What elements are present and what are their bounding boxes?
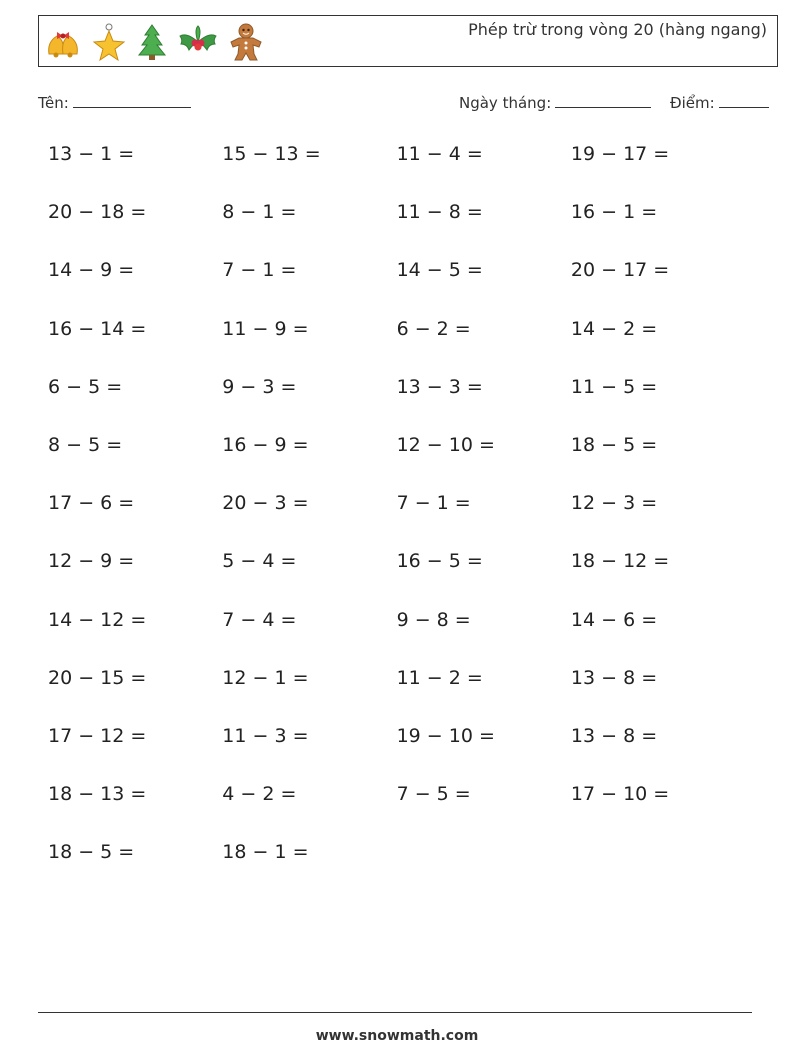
problem-item: 7 − 1 = xyxy=(222,259,297,282)
problem-item: 16 − 14 = xyxy=(48,317,147,340)
problem-item: 13 − 3 = xyxy=(396,375,483,398)
problem-item: 13 − 1 = xyxy=(48,143,135,165)
problem-item: 11 − 9 = xyxy=(222,317,309,340)
date-blank xyxy=(555,93,651,108)
problem-item: 9 − 8 = xyxy=(396,608,471,631)
problem-item: 7 − 5 = xyxy=(396,783,471,806)
problem-item: 16 − 9 = xyxy=(222,434,309,456)
problem-item: 5 − 4 = xyxy=(222,550,297,573)
problem-item: 7 − 1 = xyxy=(396,492,471,515)
problem-item: 17 − 12 = xyxy=(48,725,147,747)
name-field xyxy=(38,93,191,112)
problem-item: 20 − 3 = xyxy=(222,492,309,515)
problem-item: 4 − 2 = xyxy=(222,783,297,806)
problem-item: 9 − 3 = xyxy=(222,375,297,398)
problem-item: 14 − 5 = xyxy=(396,259,483,282)
problem-item: 14 − 9 = xyxy=(48,259,135,282)
problem-item: 16 − 1 = xyxy=(570,201,658,224)
footer-website: www.snowmath.com xyxy=(315,1028,479,1044)
problem-item: 15 − 13 = xyxy=(222,143,321,165)
problem-item: 14 − 12 = xyxy=(48,608,147,631)
problem-item: 20 − 18 = xyxy=(48,201,147,224)
christmas-tree-icon xyxy=(135,22,169,62)
bells-icon xyxy=(43,24,83,60)
decorative-icons xyxy=(43,20,265,64)
worksheet-title: Phép trừ trong vòng 20 (hàng ngang) xyxy=(468,20,767,39)
problem-item: 16 − 5 = xyxy=(396,550,483,573)
problem-item: 20 − 17 = xyxy=(570,259,670,282)
problem-item: 17 − 10 = xyxy=(570,783,670,806)
problem-item: 11 − 4 = xyxy=(396,143,483,165)
problem-item: 19 − 17 = xyxy=(570,143,670,165)
problem-item: 8 − 1 = xyxy=(222,201,297,224)
problem-item: 12 − 3 = xyxy=(570,492,658,515)
problem-item: 11 − 3 = xyxy=(222,725,309,747)
problem-item: 12 − 9 = xyxy=(48,550,135,573)
problem-item: 14 − 6 = xyxy=(570,608,658,631)
score-field xyxy=(670,93,769,112)
date-field xyxy=(459,93,651,112)
problem-item: 11 − 2 = xyxy=(396,666,483,689)
problem-item: 6 − 2 = xyxy=(396,317,471,340)
problem-item: 7 − 4 = xyxy=(222,608,297,631)
problem-item: 12 − 1 = xyxy=(222,666,309,689)
problem-item: 17 − 6 = xyxy=(48,492,135,515)
problem-item: 6 − 5 = xyxy=(48,375,123,398)
name-blank xyxy=(73,93,191,108)
score-blank xyxy=(719,93,769,108)
problem-item: 18 − 5 = xyxy=(48,841,135,864)
problem-item: 20 − 15 = xyxy=(48,666,147,689)
problem-item: 12 − 10 = xyxy=(396,434,495,456)
problem-item: 13 − 8 = xyxy=(570,725,658,747)
problem-item: 18 − 5 = xyxy=(570,434,658,456)
problem-item: 14 − 2 = xyxy=(570,317,658,340)
problem-item: 18 − 1 = xyxy=(222,841,309,864)
date-label: Ngày tháng: xyxy=(459,94,552,112)
gingerbread-man-icon xyxy=(227,22,265,62)
worksheet-header xyxy=(38,15,778,67)
star-ornament-icon xyxy=(91,22,127,62)
problem-item: 13 − 8 = xyxy=(570,666,658,689)
problem-item: 19 − 10 = xyxy=(396,725,495,747)
footer-divider xyxy=(38,1012,752,1013)
name-label: Tên: xyxy=(38,94,69,112)
problem-item: 8 − 5 = xyxy=(48,434,123,456)
problem-item: 11 − 8 = xyxy=(396,201,483,224)
holly-icon xyxy=(177,24,219,60)
problem-item: 18 − 13 = xyxy=(48,783,147,806)
problem-item: 18 − 12 = xyxy=(570,550,670,573)
score-label: Điểm: xyxy=(670,94,715,112)
problem-item: 11 − 5 = xyxy=(570,375,658,398)
